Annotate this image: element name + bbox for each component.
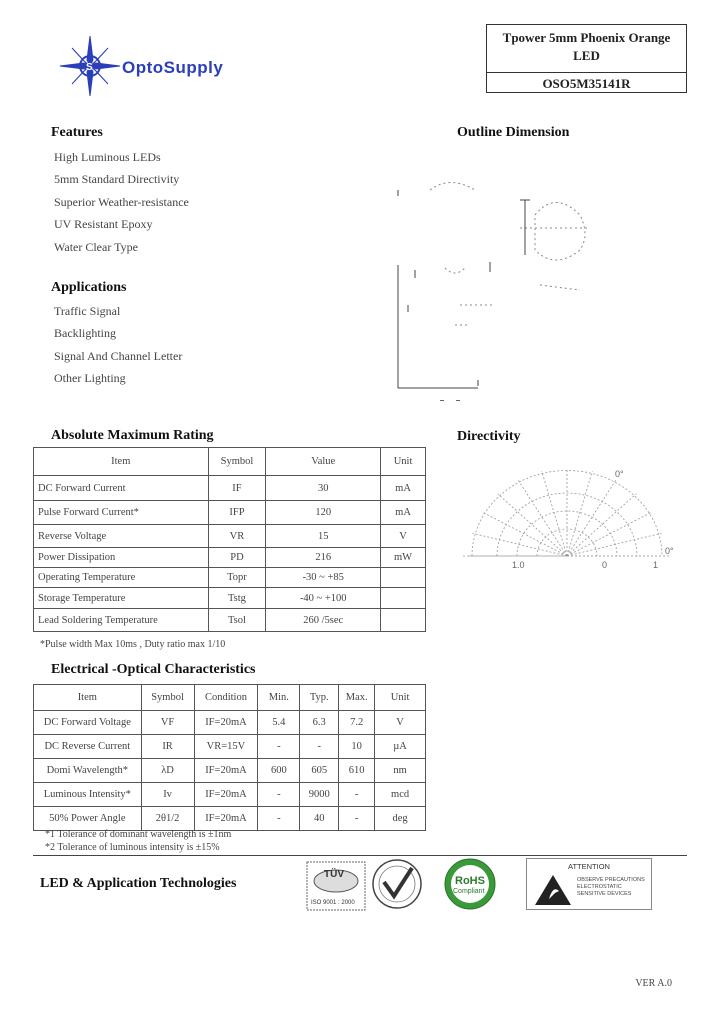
footer-title: LED & Application Technologies	[40, 876, 237, 891]
cell-unit	[381, 588, 426, 609]
cell-symbol: IFP	[208, 501, 266, 525]
abs-max-note: *Pulse width Max 10ms , Duty ratio max 1/10	[40, 639, 226, 650]
cell-symbol: VF	[141, 711, 194, 735]
iso-text: ISO 9001 : 2000	[311, 900, 355, 906]
cell-item: DC Reverse Current	[34, 735, 142, 759]
cell-item: DC Forward Current	[34, 476, 209, 501]
feature-item: UV Resistant Epoxy	[54, 217, 153, 232]
esd-text	[577, 877, 645, 898]
polar-grid-spoke	[567, 512, 652, 556]
cell-symbol: IR	[141, 735, 194, 759]
cell-unit: µA	[375, 735, 426, 759]
version-label: VER A.0	[635, 978, 672, 989]
esd-line: ELECTROSTATIC	[577, 884, 622, 890]
column-header: Symbol	[141, 685, 194, 711]
cell-value: 260 /5sec	[266, 609, 381, 632]
cell-unit: V	[375, 711, 426, 735]
cell-min: -	[258, 783, 300, 807]
esd-warning-label	[526, 858, 652, 910]
polar-grid-spoke	[567, 533, 662, 556]
cell-unit: mA	[381, 476, 426, 501]
application-item: Other Lighting	[54, 371, 126, 386]
cell-condition: IF=20mA	[194, 759, 258, 783]
eo-table	[33, 684, 426, 831]
application-item: Backlighting	[54, 326, 116, 341]
directivity-x-tick: 0	[602, 560, 608, 570]
eo-note-1: *1 Tolerance of dominant wavelength is ±1nm	[45, 829, 232, 840]
cell-symbol: Tsol	[208, 609, 266, 632]
table-header-row	[34, 685, 426, 711]
outline-heading: Outline Dimension	[457, 125, 570, 140]
cell-value: 216	[266, 548, 381, 568]
cell-max: 610	[339, 759, 375, 783]
polar-grid-spoke	[567, 471, 592, 556]
outline-drawing	[390, 160, 600, 410]
table-row	[34, 807, 426, 831]
column-header: Typ.	[300, 685, 339, 711]
table-row	[34, 711, 426, 735]
cell-symbol: IF	[208, 476, 266, 501]
directivity-heading: Directivity	[457, 429, 521, 444]
cell-unit	[381, 568, 426, 588]
polar-grid-spoke	[518, 480, 567, 556]
table-row	[34, 759, 426, 783]
esd-heading: ATTENTION	[568, 862, 610, 871]
column-header: Unit	[375, 685, 426, 711]
cell-symbol: Tstg	[208, 588, 266, 609]
column-header: Item	[34, 685, 142, 711]
applications-heading: Applications	[51, 280, 127, 295]
features-list	[54, 146, 189, 258]
cell-value: 15	[266, 525, 381, 548]
cell-symbol: λD	[141, 759, 194, 783]
abs-max-heading: Absolute Maximum Rating	[51, 428, 214, 443]
cell-condition: VR=15V	[194, 735, 258, 759]
cell-max: -	[339, 807, 375, 831]
table-row	[34, 609, 426, 632]
cell-item: 50% Power Angle	[34, 807, 142, 831]
cell-symbol: VR	[208, 525, 266, 548]
cell-typ: 605	[300, 759, 339, 783]
eo-note-2: *2 Tolerance of luminous intensity is ±15%	[45, 842, 220, 853]
title-box	[486, 24, 687, 93]
cell-condition: IF=20mA	[194, 711, 258, 735]
polar-grid-spoke	[472, 533, 567, 556]
cell-symbol: Iv	[141, 783, 194, 807]
esd-warning-icon	[533, 873, 573, 907]
column-header: Symbol	[208, 448, 266, 476]
tuv-iso-badge	[306, 861, 366, 911]
cell-item: Operating Temperature	[34, 568, 209, 588]
cell-condition: IF=20mA	[194, 807, 258, 831]
footer-divider	[33, 855, 687, 856]
cell-max: -	[339, 783, 375, 807]
cell-unit: deg	[375, 807, 426, 831]
cell-unit: mA	[381, 501, 426, 525]
cell-min: -	[258, 735, 300, 759]
logo-text: OptoSupply	[122, 58, 224, 77]
esd-line: SENSITIVE DEVICES	[577, 891, 632, 897]
column-header: Max.	[339, 685, 375, 711]
table-row	[34, 476, 426, 501]
cell-typ: 6.3	[300, 711, 339, 735]
polar-grid-spoke	[542, 471, 567, 556]
cell-value: -40 ~ +100	[266, 588, 381, 609]
cell-min: 600	[258, 759, 300, 783]
feature-item: Water Clear Type	[54, 239, 138, 254]
cell-typ: 40	[300, 807, 339, 831]
cell-item: Storage Temperature	[34, 588, 209, 609]
column-header: Condition	[194, 685, 258, 711]
product-title: Tpower 5mm Phoenix Orange LED	[502, 30, 671, 63]
cell-typ: 9000	[300, 783, 339, 807]
cell-symbol: 2θ1/2	[141, 807, 194, 831]
abs-max-table	[33, 447, 426, 632]
cell-typ: -	[300, 735, 339, 759]
feature-item: 5mm Standard Directivity	[54, 172, 180, 187]
features-heading: Features	[51, 125, 103, 140]
table-header-row	[34, 448, 426, 476]
directivity-x-tick: 1.0	[512, 560, 525, 570]
cell-unit: mW	[381, 548, 426, 568]
table-row	[34, 568, 426, 588]
application-item: Signal And Channel Letter	[54, 348, 183, 363]
cell-symbol: Topr	[208, 568, 266, 588]
cell-unit: mcd	[375, 783, 426, 807]
cell-max: 10	[339, 735, 375, 759]
cell-item: Reverse Voltage	[34, 525, 209, 548]
cell-item: Luminous Intensity*	[34, 783, 142, 807]
table-row	[34, 783, 426, 807]
cell-max: 7.2	[339, 711, 375, 735]
table-row	[34, 735, 426, 759]
table-row	[34, 501, 426, 525]
cell-min: 5.4	[258, 711, 300, 735]
column-header: Item	[34, 448, 209, 476]
cell-value: 30	[266, 476, 381, 501]
column-header: Unit	[381, 448, 426, 476]
certification-check-icon	[370, 858, 424, 910]
directivity-chart	[455, 452, 680, 577]
polar-grid-spoke	[567, 480, 616, 556]
feature-item: High Luminous LEDs	[54, 150, 161, 164]
esd-line: OBSERVE PRECAUTIONS	[577, 877, 645, 883]
feature-item: Superior Weather-resistance	[54, 194, 189, 209]
cell-unit: V	[381, 525, 426, 548]
directivity-x-tick: 1	[653, 560, 659, 570]
cell-item: Pulse Forward Current*	[34, 501, 209, 525]
cell-min: -	[258, 807, 300, 831]
directivity-label-0deg: 0°	[615, 469, 624, 479]
cell-symbol: PD	[208, 548, 266, 568]
cell-item: Domi Wavelength*	[34, 759, 142, 783]
cell-item: Power Dissipation	[34, 548, 209, 568]
applications-list	[54, 300, 182, 390]
cell-item: DC Forward Voltage	[34, 711, 142, 735]
cell-condition: IF=20mA	[194, 783, 258, 807]
table-row	[34, 525, 426, 548]
cell-value: 120	[266, 501, 381, 525]
eo-heading: Electrical -Optical Characteristics	[51, 662, 256, 677]
polar-grid-spoke	[498, 494, 567, 556]
directivity-label-90deg: 0°	[665, 546, 674, 556]
table-row	[34, 588, 426, 609]
cell-value: -30 ~ +85	[266, 568, 381, 588]
polar-grid-arc	[517, 511, 617, 556]
rohs-compliant-text: Compliant	[453, 888, 485, 895]
cell-item: Lead Soldering Temperature	[34, 609, 209, 632]
table-row	[34, 548, 426, 568]
polar-grid-spoke	[482, 512, 567, 556]
application-item: Traffic Signal	[54, 304, 121, 318]
column-header: Value	[266, 448, 381, 476]
tuv-text: TÜV	[324, 869, 344, 880]
rohs-text: RoHS	[455, 875, 485, 887]
column-header: Min.	[258, 685, 300, 711]
part-number: OSO5M35141R	[487, 72, 686, 94]
star-logo-icon	[60, 36, 120, 96]
polar-grid-spoke	[567, 494, 636, 556]
svg-text:S: S	[86, 62, 93, 73]
cell-unit: nm	[375, 759, 426, 783]
cell-unit	[381, 609, 426, 632]
rohs-badge	[436, 858, 508, 910]
